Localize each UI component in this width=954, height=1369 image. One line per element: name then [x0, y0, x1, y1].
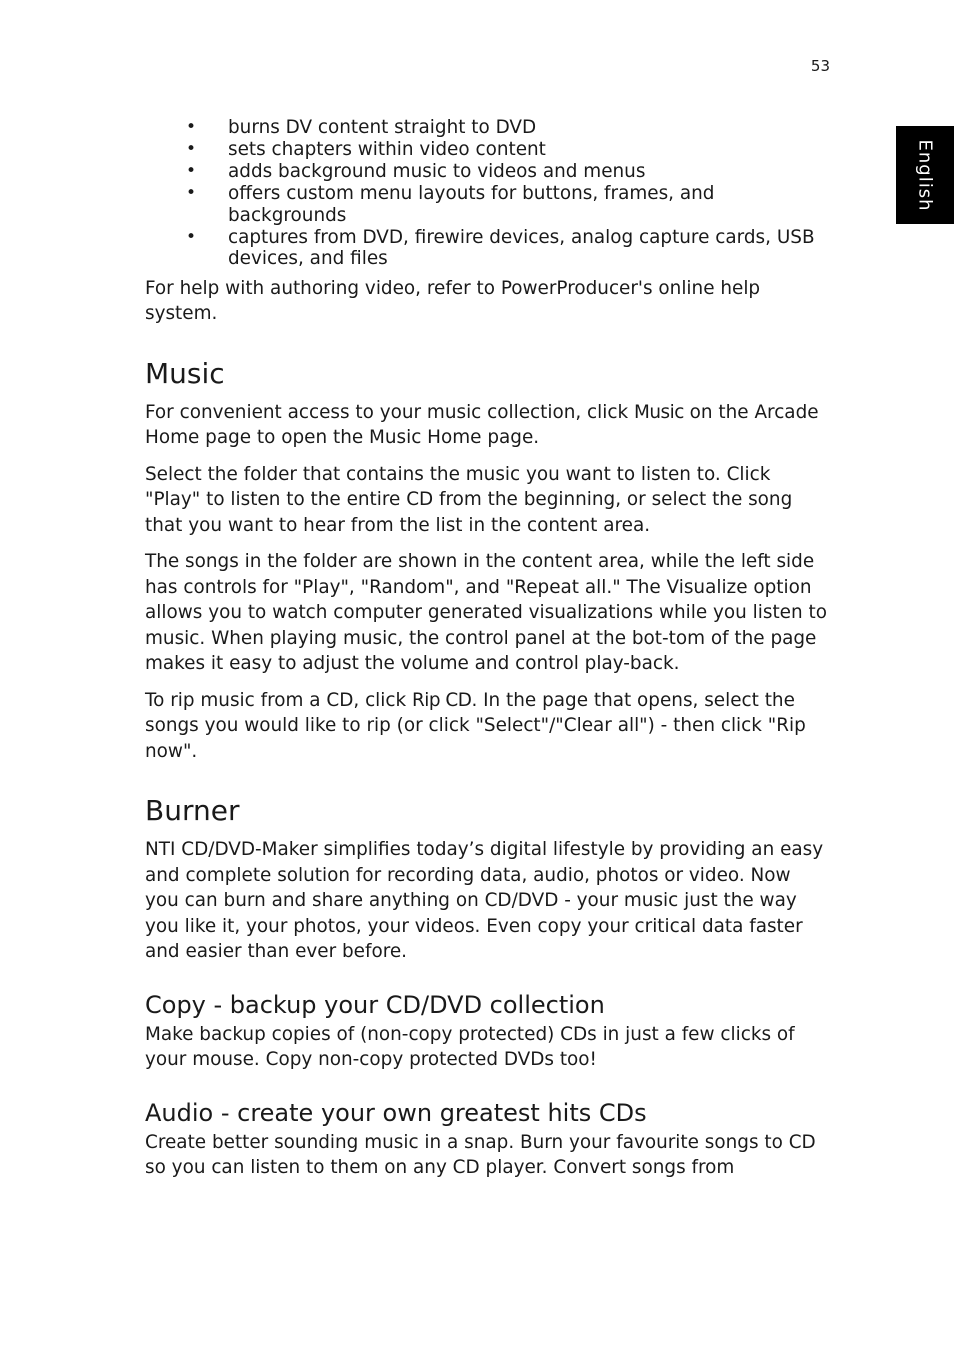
music-paragraph-2: Select the folder that contains the music you want to listen to. Click "Play" to listen to the entire CD from the beginning, or select the song that you want to hear from the list in the content area. [145, 463, 793, 536]
music-paragraph-3: The songs in the folder are shown in the content area, while the left side has controls for "Play", "Random", and "Repeat all." The Visualize option allows you to watch computer generated visualizations while you listen to music. When playing music, the control panel at the bot-tom of the page makes it easy to adjust the volume and control play-back. [145, 551, 827, 674]
burner-paragraph: NTI CD/DVD-Maker simplifies today’s digital lifestyle by providing an easy and complete solution for recording data, audio, photos or video. Now you can burn and share anything on CD/DVD - your music just the way you like it, your photos, your videos. Even copy your critical data faster and easier than ever before. [145, 839, 824, 962]
music-term: Music [634, 401, 684, 423]
language-side-tab [896, 126, 954, 224]
bullet-icon: • [186, 183, 197, 203]
copy-heading: Copy - backup your CD/DVD collection [145, 990, 605, 1019]
feature-bullet-list [145, 117, 830, 270]
list-item: • burns DV content straight to DVD [186, 117, 537, 138]
bullet-icon: • [186, 161, 197, 181]
page-content [145, 117, 830, 1192]
burner-heading: Burner [145, 794, 240, 827]
intro-paragraph: For help with authoring video, refer to PowerProducer's online help system. [145, 277, 761, 324]
page-number: 53 [810, 57, 830, 75]
audio-paragraph: Create better sounding music in a snap. Burn your favourite songs to CD so you can listen to them on any CD player. Convert songs from [145, 1131, 816, 1178]
audio-heading: Audio - create your own greatest hits CDs [145, 1098, 647, 1127]
language-side-tab-label: English [914, 139, 936, 211]
list-item: • captures from DVD, firewire devices, analog capture cards, USB devices, and files [186, 226, 815, 269]
music-paragraph-4: To rip music from a CD, click Rip CD. In the page that opens, select the songs you would like to rip (or click "Select"/"Clear all") - then click "Rip now". [145, 689, 806, 762]
bullet-icon: • [186, 117, 197, 137]
list-item: • offers custom menu layouts for buttons, frames, and backgrounds [186, 183, 715, 226]
list-item: • sets chapters within video content [186, 139, 546, 160]
music-paragraph-1: For convenient access to your music collection, click Music on the Arcade Home page to open the Music Home page. [145, 401, 819, 448]
music-heading: Music [145, 356, 225, 390]
rip-cd-term: Rip CD [412, 689, 472, 711]
bullet-icon: • [186, 139, 197, 159]
bullet-icon: • [186, 226, 197, 247]
copy-paragraph: Make backup copies of (non-copy protected) CDs in just a few clicks of your mouse. Copy non-copy protected DVDs too! [145, 1023, 795, 1070]
list-item: • adds background music to videos and menus [186, 161, 646, 182]
